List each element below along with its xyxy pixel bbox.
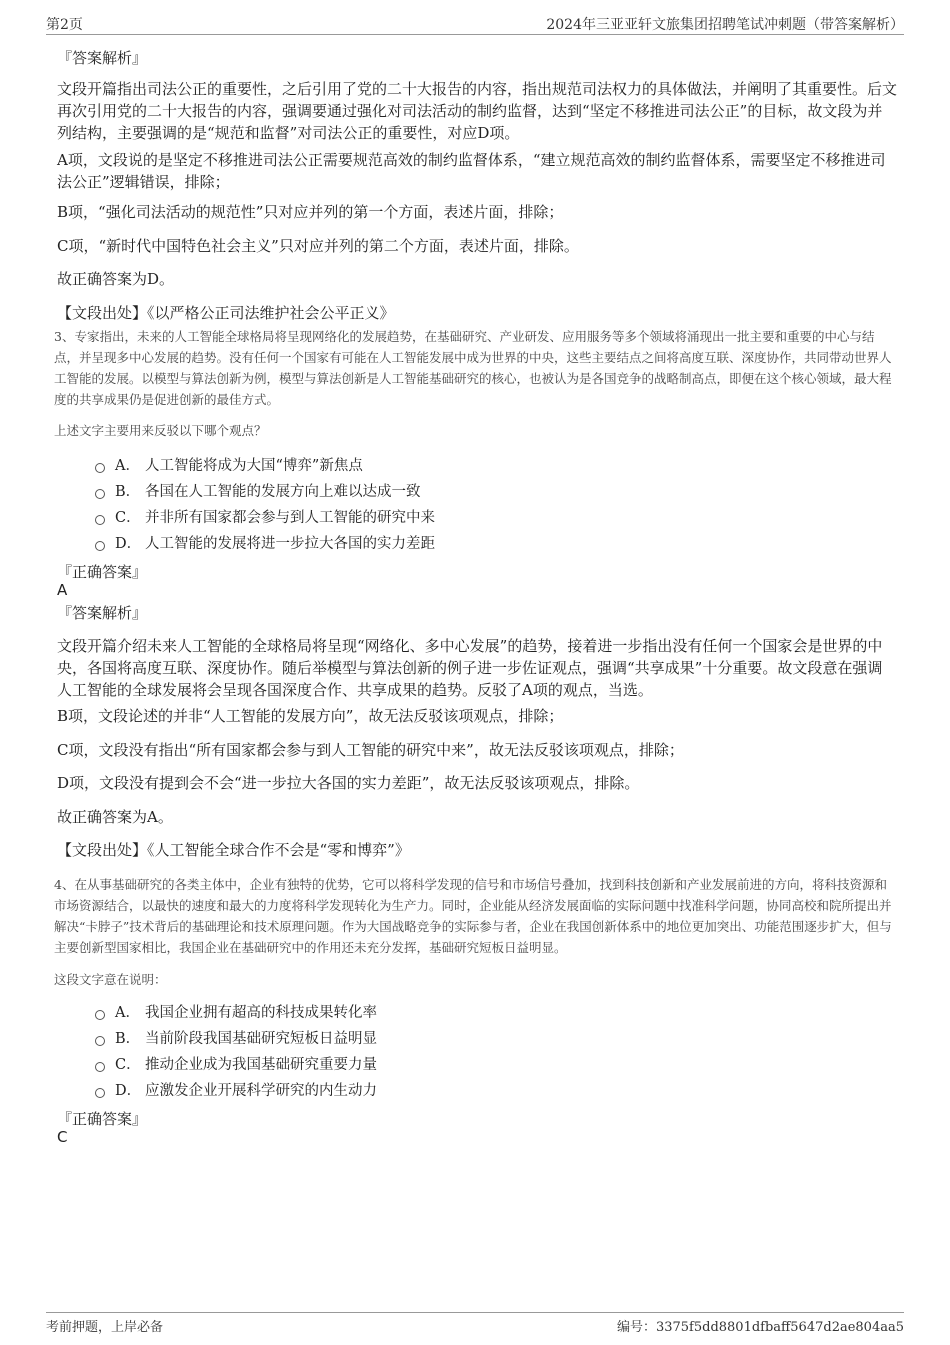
radio-button[interactable] [95,1010,105,1020]
analysis-paragraph: B项，“强化司法活动的规范性”只对应并列的第一个方面，表述片面，排除； [57,203,564,221]
correct-answer: C [57,1128,68,1146]
question-text: 4、在从事基础研究的各类主体中，企业有独特的优势，它可以将科学发现的信号和市场信号叠加，找到科技创新和产业发展前进的方向，将科技资源和市场资源结合，以最快的速度和最大的力度将科学发现转化为生产力。同时，企业能从经济发展面临的实际问题中找准科学问题，协同高校和院所提出并解决“卡脖子”技术背后的基础理论和技术原理问题。作为大国战略竞争的实际参与者，企业在我国创新体系中的地位更加突出、功能范围逐步扩大，但与主要创新型国家相比，我国企业在基础研究中的作用还未充分发挥，基础研究短板日益明显。 [54,877,892,955]
option-letter: D． [115,536,142,552]
analysis-paragraph: B项，文段论述的并非“人工智能的发展方向”，故无法反驳该项观点，排除； [57,707,564,725]
analysis-label: 『答案解析』 [57,604,148,622]
option-letter: B． [115,1031,141,1047]
option-text: 人工智能的发展将进一步拉大各国的实力差距 [145,536,435,552]
analysis-conclusion: 故正确答案为D。 [57,270,175,288]
option-a[interactable] [95,1002,377,1024]
question-prompt: 上述文字主要用来反驳以下哪个观点？ [54,423,267,438]
correct-answer-label: 『正确答案』 [57,563,148,581]
radio-button[interactable] [95,541,105,551]
option-text: 人工智能将成为大国“博弈”新焦点 [145,458,363,474]
option-text: 各国在人工智能的发展方向上难以达成一致 [145,484,421,500]
footer-slogan: 考前押题，上岸必备 [46,1320,164,1335]
analysis-paragraph: A项，文段说的是坚定不移推进司法公正需要规范高效的制约监督体系，“建立规范高效的制约监督体系，需要坚定不移推进司法公正”逻辑错误，排除； [57,151,886,191]
option-letter: A． [115,1005,140,1021]
analysis-label: 『答案解析』 [57,49,148,67]
option-b[interactable] [95,481,421,503]
page-header [46,14,904,35]
option-text: 并非所有国家都会参与到人工智能的研究中来 [145,510,435,526]
radio-button[interactable] [95,1036,105,1046]
question-prompt: 这段文字意在说明： [54,972,167,987]
analysis-paragraph: D项，文段没有提到会不会“进一步拉大各国的实力差距”，故无法反驳该项观点，排除。 [57,774,640,792]
option-letter: A． [115,458,140,474]
page-number: 第2页 [46,17,83,33]
radio-button[interactable] [95,1088,105,1098]
analysis-paragraph: 文段开篇指出司法公正的重要性，之后引用了党的二十大报告的内容，指出规范司法权力的具体做法，并阐明了其重要性。后文再次引用党的二十大报告的内容，强调要通过强化对司法活动的制约监督，达到“坚定不移推进司法公正”的目标，故文段为并列结构，主要强调的是“规范和监督”对司法公正的重要性，对应D项。 [57,80,898,142]
footer-serial: 编号：3375f5dd8801dfbaff5647d2ae804aa5 [616,1320,904,1335]
option-text: 推动企业成为我国基础研究重要力量 [145,1057,377,1073]
option-text: 我国企业拥有超高的科技成果转化率 [145,1005,377,1021]
option-d[interactable] [95,533,435,555]
radio-button[interactable] [95,515,105,525]
option-letter: C． [115,510,141,526]
document-title: 2024年三亚亚轩文旅集团招聘笔试冲刺题（带答案解析） [546,17,904,33]
source-citation: 【文段出处】《以严格公正司法维护社会公平正义》 [57,304,395,322]
option-letter: B． [115,484,141,500]
analysis-conclusion: 故正确答案为A。 [57,808,173,826]
radio-button[interactable] [95,489,105,499]
radio-button[interactable] [95,1062,105,1072]
option-a[interactable] [95,455,363,477]
source-citation: 【文段出处】《人工智能全球合作不会是“零和博弈”》 [57,841,410,859]
correct-answer: A [57,581,68,599]
option-c[interactable] [95,507,435,529]
analysis-paragraph: C项，“新时代中国特色社会主义”只对应并列的第二个方面，表述片面，排除。 [57,237,579,255]
option-b[interactable] [95,1028,377,1050]
correct-answer-label: 『正确答案』 [57,1110,148,1128]
option-letter: D． [115,1083,142,1099]
option-text: 应激发企业开展科学研究的内生动力 [145,1083,377,1099]
option-d[interactable] [95,1080,377,1102]
option-text: 当前阶段我国基础研究短板日益明显 [145,1031,377,1047]
page-footer [46,1312,904,1335]
radio-button[interactable] [95,463,105,473]
option-c[interactable] [95,1054,377,1076]
analysis-paragraph: C项，文段没有指出“所有国家都会参与到人工智能的研究中来”，故无法反驳该项观点，排除； [57,741,684,759]
option-letter: C． [115,1057,141,1073]
analysis-paragraph: 文段开篇介绍未来人工智能的全球格局将呈现“网络化、多中心发展”的趋势，接着进一步指出没有任何一个国家会是世界的中央，各国将高度互联、深度协作。随后举模型与算法创新的例子进一步佐证观点，强调“共享成果”十分重要。故文段意在强调人工智能的全球发展将会呈现各国深度合作、共享成果的趋势。反驳了A项的观点，当选。 [57,637,883,699]
question-text: 3、专家指出，未来的人工智能全球格局将呈现网络化的发展趋势，在基础研究、产业研发、应用服务等多个领域将涌现出一批主要和重要的中心与结点，并呈现多中心发展的趋势。没有任何一个国家有可能在人工智能发展中成为世界的中央，这些主要结点之间将高度互联、深度协作，共同带动世界人工智能的发展。以模型与算法创新为例，模型与算法创新是人工智能基础研究的核心，也被认为是各国竞争的战略制高点，即便在这个核心领域，最大程度的共享成果仍是促进创新的最佳方式。 [54,329,892,407]
